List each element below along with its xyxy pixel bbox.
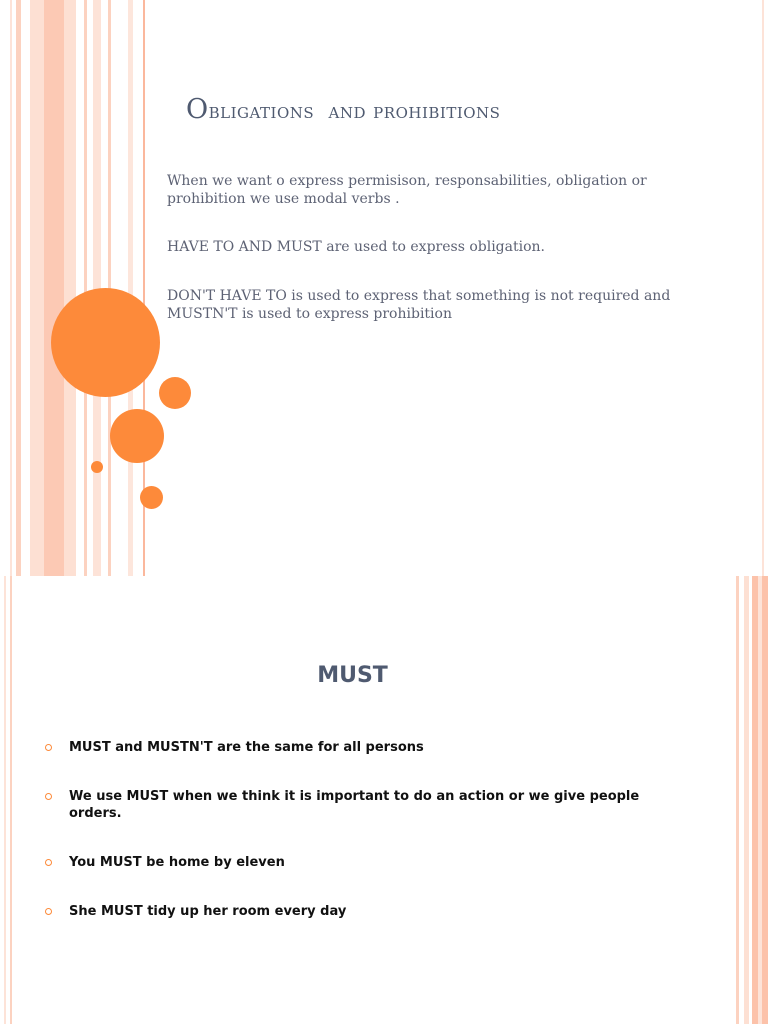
stripe-decoration (10, 576, 12, 1024)
circle-bullet-icon (45, 859, 52, 866)
circle-bullet-icon (45, 793, 52, 800)
circle-decoration (140, 486, 163, 509)
stripe-decoration (44, 0, 64, 576)
stripe-decoration (758, 576, 762, 1024)
paragraph-modal-verbs: When we want o express permisison, responsabilities, obligation or prohibition we use modal verbs . (167, 173, 647, 207)
slide-must (0, 576, 768, 1024)
title-rest: bligations and prohibitions (208, 99, 501, 123)
circle-decoration (110, 409, 164, 463)
paragraph-have-to-must: HAVE TO AND MUST are used to express obligation. (167, 239, 545, 255)
circle-bullet-icon (45, 744, 52, 751)
bullet-item: She MUST tidy up her room every day (69, 904, 347, 919)
circle-decoration-large (51, 288, 160, 397)
circle-bullet-icon (45, 908, 52, 915)
circle-decoration (159, 377, 191, 409)
paragraph-dont-have-to: DON'T HAVE TO is used to express that something is not required and MUSTN'T is used to express prohibition (167, 288, 671, 322)
title-initial: O (186, 94, 209, 125)
stripe-decoration (744, 576, 749, 1024)
stripe-decoration (16, 0, 21, 576)
bullet-item: We use MUST when we think it is important to do an action or we give people orders. (69, 789, 640, 821)
stripe-decoration (736, 576, 739, 1024)
slide-title: MUST (317, 663, 388, 688)
stripe-decoration (128, 0, 133, 576)
bullet-item: You MUST be home by eleven (69, 855, 285, 870)
stripe-decoration (4, 576, 6, 1024)
stripe-decoration (10, 0, 12, 576)
stripe-decoration (762, 0, 764, 576)
stripe-decoration (84, 0, 87, 576)
circle-decoration (91, 461, 103, 473)
bullet-item: MUST and MUSTN'T are the same for all persons (69, 740, 424, 755)
slide-title (186, 94, 500, 125)
